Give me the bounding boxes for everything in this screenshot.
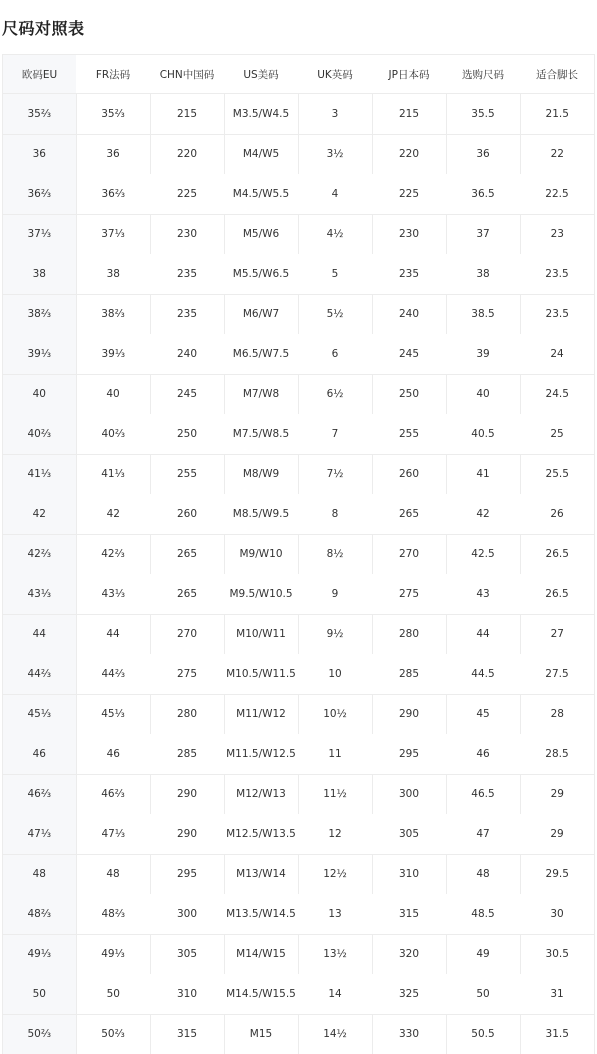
page-title: 尺码对照表 — [2, 16, 85, 39]
cell-eu: 46⅔ — [3, 774, 76, 814]
cell-fr: 36 — [76, 134, 150, 174]
cell-fr: 40⅔ — [76, 414, 150, 454]
cell-uk: 6½ — [298, 374, 372, 414]
cell-chn: 310 — [150, 974, 224, 1014]
cell-us: M11.5/W12.5 — [224, 734, 298, 774]
cell-us: M6/W7 — [224, 294, 298, 334]
cell-us: M4/W5 — [224, 134, 298, 174]
cell-jp: 260 — [372, 454, 446, 494]
cell-fr: 41⅓ — [76, 454, 150, 494]
table-row — [3, 614, 594, 654]
cell-eu: 42 — [3, 494, 76, 534]
cell-chn: 300 — [150, 894, 224, 934]
header-us: US美码 — [224, 55, 298, 94]
cell-jp: 270 — [372, 534, 446, 574]
table-row — [3, 574, 594, 614]
cell-chn: 280 — [150, 694, 224, 734]
cell-selected-size: 40 — [446, 374, 520, 414]
cell-eu: 50⅔ — [3, 1014, 76, 1054]
cell-fr: 36⅔ — [76, 174, 150, 214]
header-jp: JP日本码 — [372, 55, 446, 94]
cell-uk: 7½ — [298, 454, 372, 494]
cell-jp: 330 — [372, 1014, 446, 1054]
cell-foot-length: 26 — [520, 494, 594, 534]
cell-selected-size: 50.5 — [446, 1014, 520, 1054]
cell-uk: 9½ — [298, 614, 372, 654]
size-chart-table — [2, 54, 595, 1054]
cell-jp: 235 — [372, 254, 446, 294]
cell-uk: 11½ — [298, 774, 372, 814]
table-body — [3, 94, 594, 1054]
cell-foot-length: 26.5 — [520, 534, 594, 574]
cell-us: M3.5/W4.5 — [224, 94, 298, 135]
cell-fr: 46 — [76, 734, 150, 774]
cell-eu: 50 — [3, 974, 76, 1014]
cell-us: M13/W14 — [224, 854, 298, 894]
cell-selected-size: 46.5 — [446, 774, 520, 814]
cell-foot-length: 30.5 — [520, 934, 594, 974]
cell-foot-length: 25.5 — [520, 454, 594, 494]
cell-foot-length: 22.5 — [520, 174, 594, 214]
cell-eu: 42⅔ — [3, 534, 76, 574]
cell-us: M4.5/W5.5 — [224, 174, 298, 214]
cell-chn: 265 — [150, 534, 224, 574]
cell-foot-length: 31 — [520, 974, 594, 1014]
cell-jp: 220 — [372, 134, 446, 174]
table-row — [3, 774, 594, 814]
cell-foot-length: 22 — [520, 134, 594, 174]
cell-us: M14.5/W15.5 — [224, 974, 298, 1014]
header-fr: FR法码 — [76, 55, 150, 94]
cell-us: M10.5/W11.5 — [224, 654, 298, 694]
cell-eu: 46 — [3, 734, 76, 774]
cell-uk: 10 — [298, 654, 372, 694]
cell-us: M12.5/W13.5 — [224, 814, 298, 854]
cell-chn: 235 — [150, 254, 224, 294]
cell-fr: 40 — [76, 374, 150, 414]
cell-uk: 5½ — [298, 294, 372, 334]
cell-us: M13.5/W14.5 — [224, 894, 298, 934]
cell-fr: 39⅓ — [76, 334, 150, 374]
cell-jp: 230 — [372, 214, 446, 254]
cell-chn: 245 — [150, 374, 224, 414]
header-selected-size: 选购尺码 — [446, 55, 520, 94]
cell-uk: 8½ — [298, 534, 372, 574]
cell-uk: 12½ — [298, 854, 372, 894]
table-row — [3, 94, 594, 135]
cell-uk: 3½ — [298, 134, 372, 174]
cell-eu: 40 — [3, 374, 76, 414]
cell-us: M7/W8 — [224, 374, 298, 414]
cell-fr: 35⅔ — [76, 94, 150, 135]
table-row — [3, 494, 594, 534]
cell-chn: 215 — [150, 94, 224, 135]
cell-jp: 305 — [372, 814, 446, 854]
table-row — [3, 174, 594, 214]
cell-foot-length: 31.5 — [520, 1014, 594, 1054]
cell-eu: 43⅓ — [3, 574, 76, 614]
cell-eu: 48 — [3, 854, 76, 894]
cell-selected-size: 38.5 — [446, 294, 520, 334]
cell-eu: 45⅓ — [3, 694, 76, 734]
cell-jp: 240 — [372, 294, 446, 334]
cell-foot-length: 26.5 — [520, 574, 594, 614]
cell-selected-size: 36 — [446, 134, 520, 174]
cell-uk: 13 — [298, 894, 372, 934]
cell-foot-length: 28 — [520, 694, 594, 734]
table-row — [3, 654, 594, 694]
cell-uk: 7 — [298, 414, 372, 454]
cell-chn: 260 — [150, 494, 224, 534]
cell-foot-length: 23 — [520, 214, 594, 254]
cell-uk: 11 — [298, 734, 372, 774]
cell-eu: 40⅔ — [3, 414, 76, 454]
cell-selected-size: 50 — [446, 974, 520, 1014]
cell-chn: 275 — [150, 654, 224, 694]
cell-selected-size: 42.5 — [446, 534, 520, 574]
cell-eu: 44⅔ — [3, 654, 76, 694]
cell-selected-size: 47 — [446, 814, 520, 854]
cell-jp: 290 — [372, 694, 446, 734]
cell-uk: 9 — [298, 574, 372, 614]
cell-chn: 250 — [150, 414, 224, 454]
cell-foot-length: 23.5 — [520, 294, 594, 334]
table-row — [3, 974, 594, 1014]
cell-selected-size: 48.5 — [446, 894, 520, 934]
cell-chn: 220 — [150, 134, 224, 174]
cell-uk: 10½ — [298, 694, 372, 734]
table-header-row — [3, 55, 594, 94]
cell-jp: 325 — [372, 974, 446, 1014]
cell-eu: 47⅓ — [3, 814, 76, 854]
cell-chn: 230 — [150, 214, 224, 254]
cell-selected-size: 44 — [446, 614, 520, 654]
cell-fr: 42⅔ — [76, 534, 150, 574]
table-row — [3, 934, 594, 974]
cell-selected-size: 40.5 — [446, 414, 520, 454]
cell-jp: 215 — [372, 94, 446, 135]
cell-fr: 47⅓ — [76, 814, 150, 854]
cell-chn: 255 — [150, 454, 224, 494]
cell-chn: 290 — [150, 814, 224, 854]
cell-jp: 300 — [372, 774, 446, 814]
cell-chn: 235 — [150, 294, 224, 334]
cell-us: M8.5/W9.5 — [224, 494, 298, 534]
cell-selected-size: 43 — [446, 574, 520, 614]
header-uk: UK英码 — [298, 55, 372, 94]
cell-eu: 38 — [3, 254, 76, 294]
cell-fr: 37⅓ — [76, 214, 150, 254]
cell-selected-size: 35.5 — [446, 94, 520, 135]
cell-uk: 12 — [298, 814, 372, 854]
cell-foot-length: 29 — [520, 814, 594, 854]
cell-jp: 315 — [372, 894, 446, 934]
cell-fr: 38 — [76, 254, 150, 294]
table-row — [3, 454, 594, 494]
cell-foot-length: 28.5 — [520, 734, 594, 774]
cell-us: M9.5/W10.5 — [224, 574, 298, 614]
cell-eu: 39⅓ — [3, 334, 76, 374]
cell-jp: 295 — [372, 734, 446, 774]
cell-selected-size: 45 — [446, 694, 520, 734]
cell-selected-size: 39 — [446, 334, 520, 374]
cell-fr: 38⅔ — [76, 294, 150, 334]
cell-uk: 6 — [298, 334, 372, 374]
cell-uk: 13½ — [298, 934, 372, 974]
cell-us: M14/W15 — [224, 934, 298, 974]
cell-selected-size: 46 — [446, 734, 520, 774]
cell-jp: 225 — [372, 174, 446, 214]
cell-uk: 8 — [298, 494, 372, 534]
cell-fr: 48⅔ — [76, 894, 150, 934]
cell-eu: 36⅔ — [3, 174, 76, 214]
cell-us: M5/W6 — [224, 214, 298, 254]
cell-uk: 5 — [298, 254, 372, 294]
cell-uk: 3 — [298, 94, 372, 135]
cell-chn: 315 — [150, 1014, 224, 1054]
cell-jp: 275 — [372, 574, 446, 614]
cell-eu: 49⅓ — [3, 934, 76, 974]
table-row — [3, 334, 594, 374]
cell-uk: 14½ — [298, 1014, 372, 1054]
cell-jp: 285 — [372, 654, 446, 694]
cell-fr: 50 — [76, 974, 150, 1014]
cell-us: M6.5/W7.5 — [224, 334, 298, 374]
cell-foot-length: 27.5 — [520, 654, 594, 694]
cell-jp: 310 — [372, 854, 446, 894]
table-row — [3, 534, 594, 574]
cell-chn: 240 — [150, 334, 224, 374]
cell-chn: 295 — [150, 854, 224, 894]
cell-fr: 44 — [76, 614, 150, 654]
cell-foot-length: 29.5 — [520, 854, 594, 894]
table-row — [3, 294, 594, 334]
cell-fr: 42 — [76, 494, 150, 534]
cell-selected-size: 38 — [446, 254, 520, 294]
cell-chn: 225 — [150, 174, 224, 214]
cell-chn: 285 — [150, 734, 224, 774]
cell-us: M15 — [224, 1014, 298, 1054]
cell-selected-size: 48 — [446, 854, 520, 894]
cell-us: M5.5/W6.5 — [224, 254, 298, 294]
cell-selected-size: 37 — [446, 214, 520, 254]
table-row — [3, 374, 594, 414]
cell-eu: 48⅔ — [3, 894, 76, 934]
cell-foot-length: 29 — [520, 774, 594, 814]
cell-jp: 255 — [372, 414, 446, 454]
table-row — [3, 254, 594, 294]
cell-fr: 44⅔ — [76, 654, 150, 694]
cell-fr: 45⅓ — [76, 694, 150, 734]
cell-chn: 270 — [150, 614, 224, 654]
header-eu: 欧码EU — [3, 55, 76, 94]
cell-foot-length: 21.5 — [520, 94, 594, 135]
cell-foot-length: 23.5 — [520, 254, 594, 294]
cell-fr: 48 — [76, 854, 150, 894]
cell-jp: 320 — [372, 934, 446, 974]
cell-jp: 245 — [372, 334, 446, 374]
cell-uk: 4 — [298, 174, 372, 214]
header-foot-length: 适合脚长 — [520, 55, 594, 94]
cell-eu: 35⅔ — [3, 94, 76, 135]
cell-chn: 265 — [150, 574, 224, 614]
cell-uk: 4½ — [298, 214, 372, 254]
table-row — [3, 134, 594, 174]
cell-us: M10/W11 — [224, 614, 298, 654]
cell-fr: 49⅓ — [76, 934, 150, 974]
cell-jp: 250 — [372, 374, 446, 414]
table-row — [3, 894, 594, 934]
cell-us: M7.5/W8.5 — [224, 414, 298, 454]
cell-fr: 46⅔ — [76, 774, 150, 814]
cell-fr: 50⅔ — [76, 1014, 150, 1054]
cell-us: M11/W12 — [224, 694, 298, 734]
cell-chn: 305 — [150, 934, 224, 974]
table-row — [3, 214, 594, 254]
cell-selected-size: 41 — [446, 454, 520, 494]
table-row — [3, 694, 594, 734]
cell-uk: 14 — [298, 974, 372, 1014]
cell-eu: 38⅔ — [3, 294, 76, 334]
table-row — [3, 814, 594, 854]
cell-eu: 37⅓ — [3, 214, 76, 254]
cell-chn: 290 — [150, 774, 224, 814]
table-row — [3, 1014, 594, 1054]
cell-jp: 265 — [372, 494, 446, 534]
cell-selected-size: 42 — [446, 494, 520, 534]
cell-selected-size: 44.5 — [446, 654, 520, 694]
cell-us: M8/W9 — [224, 454, 298, 494]
table-row — [3, 854, 594, 894]
cell-foot-length: 24.5 — [520, 374, 594, 414]
header-chn: CHN中国码 — [150, 55, 224, 94]
table-row — [3, 734, 594, 774]
cell-eu: 44 — [3, 614, 76, 654]
cell-foot-length: 25 — [520, 414, 594, 454]
cell-eu: 41⅓ — [3, 454, 76, 494]
cell-us: M9/W10 — [224, 534, 298, 574]
cell-selected-size: 49 — [446, 934, 520, 974]
cell-foot-length: 27 — [520, 614, 594, 654]
cell-foot-length: 24 — [520, 334, 594, 374]
cell-eu: 36 — [3, 134, 76, 174]
cell-foot-length: 30 — [520, 894, 594, 934]
table-row — [3, 414, 594, 454]
cell-jp: 280 — [372, 614, 446, 654]
cell-us: M12/W13 — [224, 774, 298, 814]
cell-fr: 43⅓ — [76, 574, 150, 614]
cell-selected-size: 36.5 — [446, 174, 520, 214]
